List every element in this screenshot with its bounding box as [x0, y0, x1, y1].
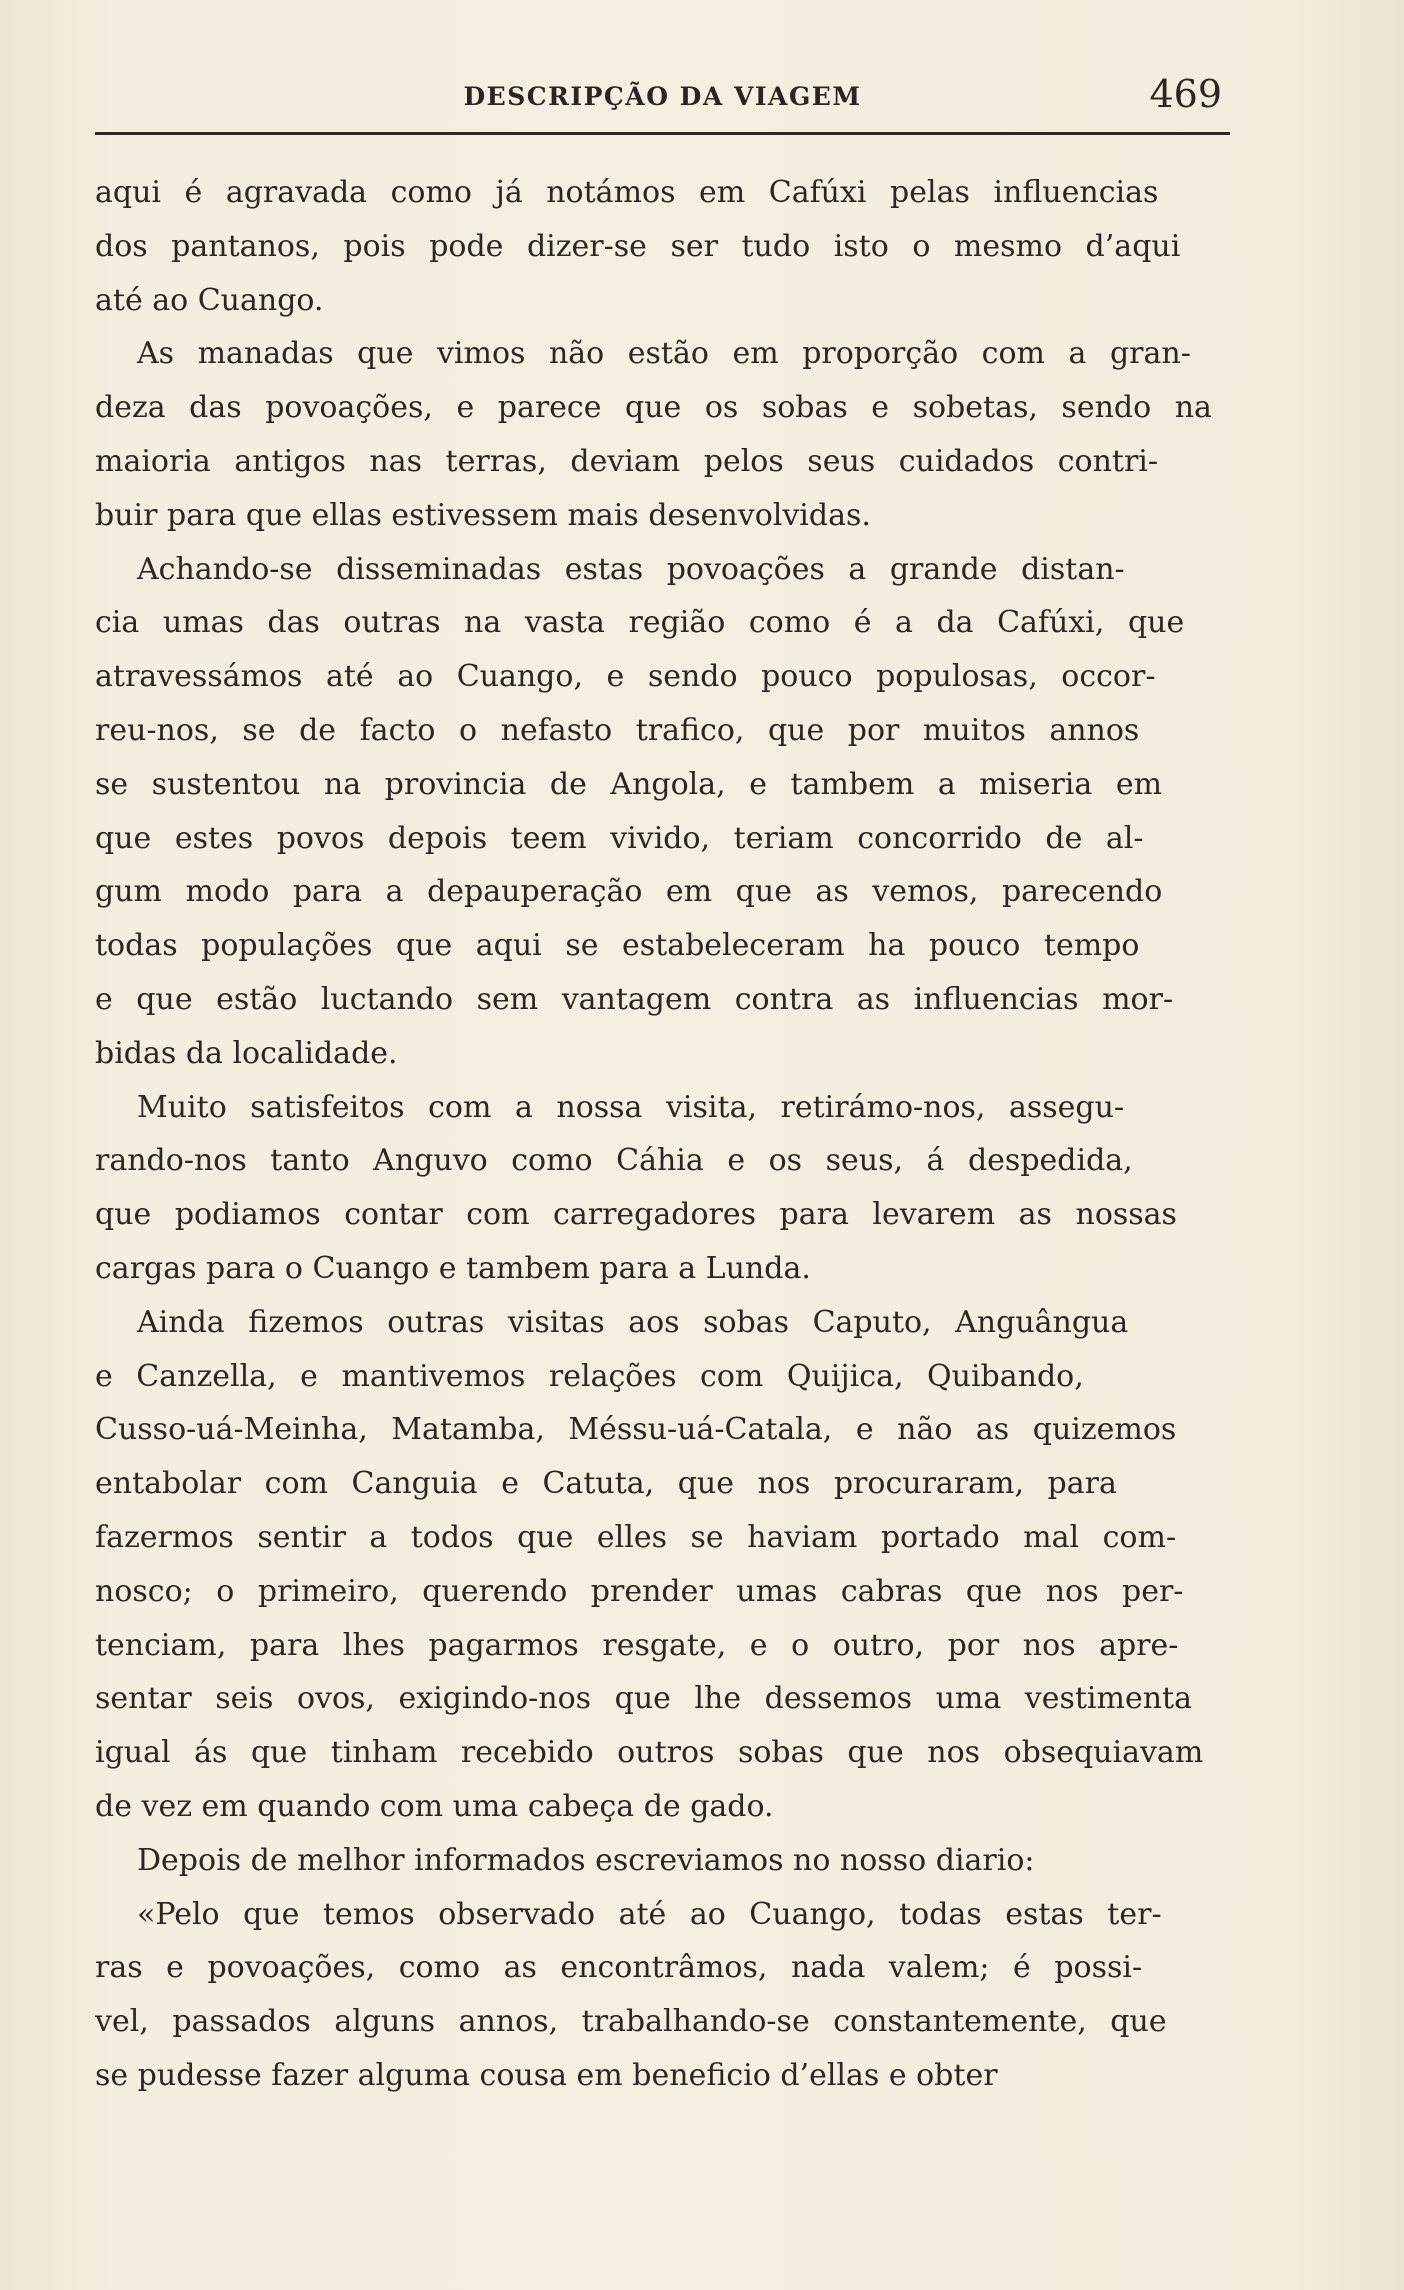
header-rule: [95, 132, 1230, 135]
text-line: bidas da localidade.: [95, 1035, 398, 1071]
text-line: Depois de melhor informados escreviamos no nosso diario:: [137, 1842, 1035, 1878]
text-line: entabolar com Canguia e Catuta, que nos procuraram, para: [95, 1466, 1117, 1502]
text-line: ras e povoações, como as encontrâmos, nada valem; é possi-: [95, 1950, 1143, 1986]
text-line: de vez em quando com uma cabeça de gado.: [95, 1788, 774, 1824]
text-line: aqui é agravada como já notámos em Cafúxi pelas influencias: [95, 175, 1159, 210]
text-line: que estes povos depois teem vivido, teriam concorrido de al-: [95, 820, 1144, 856]
text-line: Muito satisfeitos com a nossa visita, retirámo-nos, assegu-: [137, 1089, 1125, 1125]
text-line: cia umas das outras na vasta região como é a da Cafúxi, que: [95, 605, 1185, 641]
text-line: se pudesse fazer alguma cousa em beneficio d’ellas e obter: [95, 2057, 998, 2093]
text-line: rando-nos tanto Anguvo como Cáhia e os seus, á despedida,: [95, 1143, 1133, 1179]
text-line: até ao Cuango.: [95, 282, 324, 318]
page-number: 469: [1149, 72, 1222, 116]
text-line: Ainda fizemos outras visitas aos sobas Caputo, Anguângua: [137, 1304, 1129, 1340]
text-line: e que estão luctando sem vantagem contra as influencias mor-: [95, 981, 1174, 1017]
text-line: nosco; o primeiro, querendo prender umas cabras que nos per-: [95, 1573, 1184, 1609]
text-line: igual ás que tinham recebido outros sobas que nos obsequiavam: [95, 1735, 1204, 1771]
body-text: [95, 166, 1245, 2103]
text-line: «Pelo que temos observado até ao Cuango, todas estas ter-: [137, 1896, 1162, 1932]
text-line: cargas para o Cuango e tambem para a Lunda.: [95, 1250, 811, 1286]
text-line: e Canzella, e mantivemos relações com Quijica, Quibando,: [95, 1358, 1084, 1394]
text-line: sentar seis ovos, exigindo-nos que lhe dessemos uma vestimenta: [95, 1681, 1192, 1717]
text-line: atravessámos até ao Cuango, e sendo pouco populosas, occor-: [95, 659, 1156, 695]
text-line: gum modo para a depauperação em que as vemos, parecendo: [95, 874, 1163, 910]
text-line: tenciam, para lhes pagarmos resgate, e o outro, por nos apre-: [95, 1627, 1179, 1663]
text-line: deza das povoações, e parece que os sobas e sobetas, sendo na: [95, 390, 1212, 426]
text-line: se sustentou na provincia de Angola, e tambem a miseria em: [95, 766, 1163, 802]
text-line: que podiamos contar com carregadores para levarem as nossas: [95, 1197, 1177, 1233]
text-line: fazermos sentir a todos que elles se haviam portado mal com-: [95, 1519, 1177, 1555]
text-line: reu-nos, se de facto o nefasto trafico, que por muitos annos: [95, 712, 1140, 748]
text-line: Cusso-uá-Meinha, Matamba, Méssu-uá-Catala, e não as quizemos: [95, 1412, 1177, 1448]
text-line: vel, passados alguns annos, trabalhando-se constantemente, que: [95, 2004, 1167, 2040]
text-line: maioria antigos nas terras, deviam pelos seus cuidados contri-: [95, 443, 1159, 479]
text-line: buir para que ellas estivessem mais desenvolvidas.: [95, 497, 871, 533]
page-header: [95, 68, 1230, 128]
text-line: todas populações que aqui se estabeleceram ha pouco tempo: [95, 928, 1140, 964]
running-title: DESCRIPÇÃO DA VIAGEM: [463, 82, 862, 111]
text-line: dos pantanos, pois pode dizer-se ser tudo isto o mesmo d’aqui: [95, 228, 1181, 264]
text-line: As manadas que vimos não estão em proporção com a gran-: [137, 336, 1191, 372]
text-line: Achando-se disseminadas estas povoações a grande distan-: [137, 551, 1125, 587]
